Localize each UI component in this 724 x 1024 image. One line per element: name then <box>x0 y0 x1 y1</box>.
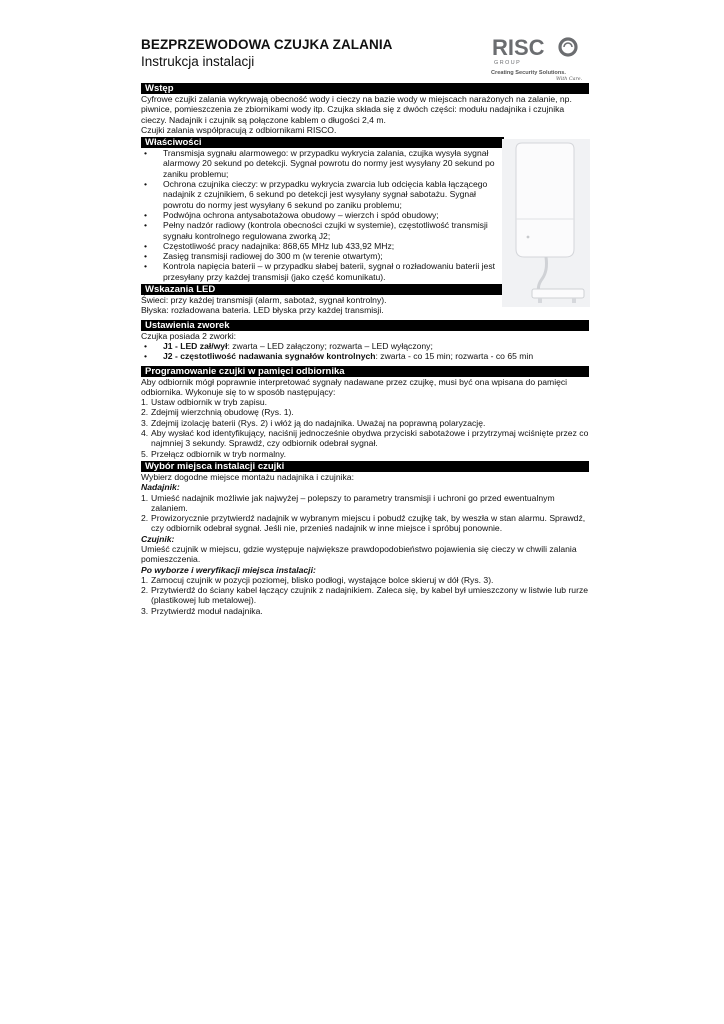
section-heading-intro: Wstęp <box>141 83 589 94</box>
programming-step-text: Ustaw odbiornik w tryb zapisu. <box>151 397 268 408</box>
intro-text-2: Czujki zalania współpracują z odbiornikami RISCO. <box>141 124 337 135</box>
programming-step-text: Aby wysłać kod identyfikujący, naciśnij jednocześnie obydwa przyciski sabotażowe i przytrzymaj wciśnięte przez co najmniej 3 sekundy. Sprawdź, czy odbiornik odebrał sygnał. <box>151 428 589 449</box>
installation-step-text: Przytwierdź do ściany kabel łączący czujnik z nadajnikiem. Zaleca się, by kabel był umieszczony w listwie lub rurze (plastikowej lub metalowej). <box>151 585 589 606</box>
step-number: 3. <box>141 417 149 428</box>
section-heading-jumpers: Ustawienia zworek <box>141 320 589 331</box>
risco-logo <box>490 33 590 83</box>
programming-step <box>141 407 589 417</box>
jumper-j1 <box>141 341 589 351</box>
logo-wordmark: RISC <box>492 35 545 60</box>
programming-step <box>141 397 589 407</box>
programming-steps <box>141 397 589 459</box>
placement-intro: Wybierz dogodne miejsce montażu nadajnika i czujnika: <box>141 471 354 482</box>
installation-step-text: Przytwierdź moduł nadajnika. <box>151 605 263 616</box>
detector-illustration <box>502 139 590 307</box>
step-number: 1. <box>141 492 149 503</box>
after-selection-label: Po wyborze i weryfikacji miejsca instalacji: <box>141 564 316 575</box>
logo-script: With Care. <box>556 77 583 82</box>
document-subtitle: Instrukcja instalacji <box>141 54 255 69</box>
feature-item <box>141 251 496 261</box>
bullet-icon: • <box>144 351 148 362</box>
step-number: 2. <box>141 407 149 418</box>
logo-tagline: Creating Security Solutions. <box>491 70 566 76</box>
feature-text: Pełny nadzór radiowy (kontrola obecności czujki w systemie), częstotliwość transmisji sygnału kontrolnego regulowana zworką J2; <box>163 220 488 241</box>
programming-step <box>141 428 589 449</box>
bullet-icon: • <box>144 261 148 272</box>
section-heading-led: Wskazania LED <box>141 284 504 295</box>
programming-intro: Aby odbiornik mógł poprawnie interpretować sygnały nadawane przez czujkę, musi być ona wpisana do pamięci odbiornika. Wykonuje się to w sposób następujący: <box>141 376 568 397</box>
features-list <box>141 148 496 282</box>
led-line-2: Błyska: rozładowana bateria. LED błyska przy każdej transmisji. <box>141 305 384 316</box>
feature-text: Częstotliwość pracy nadajnika: 868,65 MHz lub 433,92 MHz; <box>163 240 395 251</box>
installation-step <box>141 585 589 606</box>
document-title: BEZPRZEWODOWA CZUJKA ZALANIA <box>141 37 393 52</box>
step-number: 1. <box>141 397 149 408</box>
transmitter-steps <box>141 493 589 534</box>
bullet-icon: • <box>144 209 148 220</box>
feature-item <box>141 220 496 241</box>
intro-text: Cyfrowe czujki zalania wykrywają obecność wody i cieczy na bazie wody w miejscach narażonych na zalanie, np. piwnice, pomieszczenia ze zbiornikami wody itp. Czujka składa się z dwóch części: modułu nadajnika i czujnika cieczy. Nadajnik i czujnik są połączone kablem o długości 2,4 m. <box>141 94 572 125</box>
jumper-j1-label: J1 - LED zał/wył <box>163 340 228 351</box>
feature-text: Ochrona czujnika cieczy: w przypadku wykrycia zwarcia lub odcięcia kabla łączącego nadajnik z czujnikiem, 6 sekund po detekcji jest wysyłany sygnał sabotażu. Sygnał powrotu do normy jest wysyłany 6 sekund po zaniku problemu; <box>163 179 488 210</box>
bullet-icon: • <box>144 251 148 262</box>
transmitter-step <box>141 513 589 534</box>
bullet-icon: • <box>144 240 148 251</box>
feature-text: Kontrola napięcia baterii – w przypadku słabej baterii, sygnał o rozładowaniu baterii jest przesyłany przy każdej transmisji (jako część komunikatu). <box>163 261 496 282</box>
step-number: 2. <box>141 585 149 596</box>
product-image <box>502 139 590 307</box>
step-number: 2. <box>141 513 149 524</box>
feature-item <box>141 261 496 282</box>
jumpers-intro: Czujka posiada 2 zworki: <box>141 330 237 341</box>
jumper-j2 <box>141 351 589 361</box>
installation-step <box>141 575 589 585</box>
section-heading-features: Właściwości <box>141 137 504 148</box>
document-page <box>141 33 589 616</box>
jumpers-list <box>141 341 589 362</box>
feature-item <box>141 179 496 210</box>
bullet-icon: • <box>144 148 148 159</box>
feature-item <box>141 210 496 220</box>
section-heading-placement: Wybór miejsca instalacji czujki <box>141 461 589 472</box>
installation-step <box>141 606 589 616</box>
programming-step <box>141 418 589 428</box>
transmitter-step-text: Umieść nadajnik możliwie jak najwyżej – polepszy to parametry transmisji i uchroni go przed ewentualnym zalaniem. <box>151 492 555 513</box>
feature-text: Zasięg transmisji radiowej do 300 m (w terenie otwartym); <box>163 251 383 262</box>
sensor-text: Umieść czujnik w miejscu, gdzie występuje największe prawdopodobieństwo pojawienia się cieczy w chwili zalania pomieszczenia. <box>141 543 577 565</box>
bullet-icon: • <box>144 340 148 351</box>
section-heading-programming: Programowanie czujki w pamięci odbiornika <box>141 366 589 377</box>
transmitter-step-text: Prowizorycznie przytwierdź nadajnik w wybranym miejscu i pobudź czujkę tak, by weszła w stan alarmu. Sprawdź, czy odbiornik odebrał sygnał. Jeśli nie, przenieś nadajnik w inne miejsce i spróbuj ponownie. <box>151 513 586 534</box>
step-number: 3. <box>141 605 149 616</box>
risco-logo-graphic <box>490 33 590 83</box>
logo-group-text: G R O U P <box>494 60 520 66</box>
sensor-label: Czujnik: <box>141 533 175 544</box>
feature-item <box>141 148 496 179</box>
transmitter-label: Nadajnik: <box>141 482 180 493</box>
jumper-j2-label: J2 - częstotliwość nadawania sygnałów kontrolnych <box>163 351 376 362</box>
led-line-1: Świeci: przy każdej transmisji (alarm, sabotaż, sygnał kontrolny). <box>141 295 387 306</box>
jumper-j1-text: : zwarta – LED załączony; rozwarta – LED wyłączony; <box>227 340 433 351</box>
step-number: 4. <box>141 428 149 439</box>
programming-step-text: Zdejmij wierzchnią obudowę (Rys. 1). <box>151 407 294 418</box>
bullet-icon: • <box>144 179 148 190</box>
feature-text: Transmisja sygnału alarmowego: w przypadku wykrycia zalania, czujka wysyła sygnał alarmowy 20 sekund po detekcji. Sygnał powrotu do normy jest wysyłany 20 sekund po zaniku problemu; <box>163 148 495 179</box>
programming-step-text: Zdejmij izolację baterii (Rys. 2) i włóż ją do nadajnika. Uważaj na poprawną polaryzację. <box>151 417 486 428</box>
feature-text: Podwójna ochrona antysabotażowa obudowy – wierzch i spód obudowy; <box>163 209 439 220</box>
programming-step-text: Przełącz odbiornik w tryb normalny. <box>151 448 287 459</box>
jumper-j2-text: : zwarta - co 15 min; rozwarta - co 65 min <box>375 351 534 362</box>
feature-item <box>141 241 496 251</box>
installation-step-text: Zamocuj czujnik w pozycji poziomej, blisko podłogi, wystające bolce skieruj w dół (Rys. 3). <box>151 574 494 585</box>
transmitter-step <box>141 493 589 514</box>
step-number: 1. <box>141 574 149 585</box>
step-number: 5. <box>141 448 149 459</box>
bullet-icon: • <box>144 220 148 231</box>
installation-steps <box>141 575 589 616</box>
programming-step <box>141 449 589 459</box>
